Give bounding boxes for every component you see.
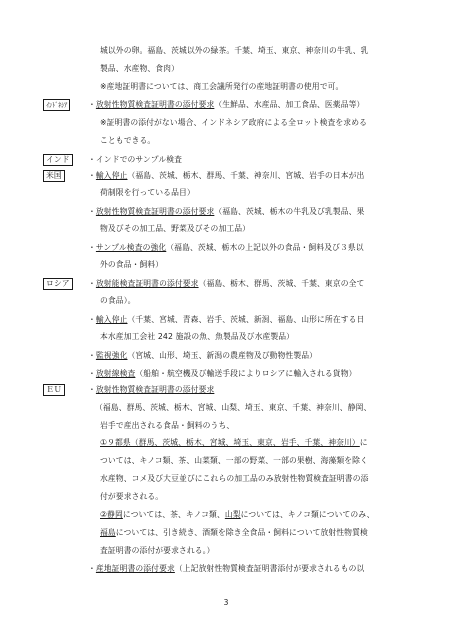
bullet-item: ・インドでのサンプル検査 [88, 155, 183, 164]
underlined-text: 監視強化 [95, 351, 128, 360]
text: （上記放射性物質検査証明書添付が要求されるもの以 [174, 564, 365, 573]
underlined-text: 放射性物質検査証明書の添付要求 [95, 100, 215, 109]
underlined-text: 輸入停止 [95, 171, 128, 180]
text-line: 岩手で産出される食品・飼料のうち、 [100, 421, 235, 430]
bullet-item [88, 242, 364, 253]
text: については、茶、キノコ類、 [122, 510, 225, 519]
text-line: 城以外の卵。福島、茨城以外の緑茶。千葉、埼玉、東京、神奈川の牛乳、乳 [100, 46, 369, 55]
text-line: ※産地証明書については、商工会議所発行の産地証明書の使用で可。 [100, 82, 344, 91]
text: については、引き続き、酒類を除き全食品・飼料について放射性物質検 [115, 528, 368, 537]
text-line: 製品、水産物、食肉） [100, 64, 179, 73]
country-label-indonesia: ｲﾝﾄﾞﾈｼｱ [43, 99, 70, 111]
text-line: の食品）。 [100, 296, 136, 305]
text-line: ついては、キノコ類、茶、山菜類、一部の野菜、一部の果樹、海藻類を除く [100, 456, 368, 465]
bullet-item [88, 350, 317, 361]
underlined-text: 放射線検査 [95, 369, 136, 378]
text-line: 付が要求される。 [100, 492, 164, 501]
underlined-text: 福島 [100, 528, 116, 537]
underlined-text: 輸入停止 [95, 315, 128, 324]
text-line [100, 509, 375, 520]
text-line: 荷制限を行っている品目） [100, 188, 195, 197]
bullet: ・ [88, 351, 96, 360]
text-line [100, 437, 368, 448]
underlined-text: 放射性物質検査証明書の添付要求 [95, 385, 215, 394]
bullet: ・ [88, 100, 96, 109]
bullet-item [88, 206, 364, 217]
text-line: 査証明書の添付が要求される。） [100, 546, 215, 555]
text: （福島、茨城、栃木の上記以外の食品・飼料及び３県以 [166, 243, 364, 252]
bullet: ・ [88, 385, 96, 394]
country-label-usa: 米国 [43, 170, 65, 182]
text-line: 物及びその加工品、野菜及びその加工品） [100, 224, 251, 233]
text-line: ※証明書の添付がない場合、インドネシア政府による全ロット検査を求める [100, 118, 367, 127]
bullet: ・ [88, 207, 96, 216]
text: （千葉、宮城、青森、岩手、茨城、新潟、福島、山形に所在する日 [127, 315, 365, 324]
bullet: ・ [88, 369, 96, 378]
text: （船舶・航空機及び輸送手段によりロシアに輸入される貨物） [135, 369, 357, 378]
underlined-text: サンプル検査の強化 [95, 243, 167, 252]
text: に [359, 438, 368, 447]
bullet: ・ [88, 279, 96, 288]
text: （宮城、山形、埼玉、新潟の農産物及び動物性製品） [127, 351, 318, 360]
country-label-eu: ＥＵ [43, 384, 65, 396]
underlined-text: 放射性物質検査証明書の添付要求 [95, 207, 215, 216]
text-line: 水産物、コメ及び大豆並びにこれらの加工品のみ放射性物質検査証明書の添 [100, 474, 369, 483]
underlined-text: ①９都県（群馬、茨城、栃木、宮城、埼玉、東京、岩手、千葉、神奈川） [100, 438, 360, 447]
page-number: 3 [223, 598, 229, 607]
bullet-item [88, 563, 364, 574]
bullet-item [88, 384, 214, 395]
text: （福島、栃木、群馬、茨城、千葉、東京の全て [198, 279, 365, 288]
bullet-item [88, 314, 364, 325]
country-label-india: インド [43, 154, 73, 166]
text: （福島、茨城、栃木、群馬、千葉、神奈川、宮城、岩手の日本が出 [127, 171, 365, 180]
bullet: ・ [88, 315, 96, 324]
text-line: 外の食品・飼料） [100, 260, 164, 269]
country-label-russia: ロシア [43, 278, 73, 290]
bullet-item [88, 278, 364, 289]
underlined-text: 山梨 [224, 510, 241, 519]
bullet-item [88, 368, 357, 379]
text: については、キノコ類についてのみ、 [240, 510, 375, 519]
bullet: ・ [88, 564, 96, 573]
text-line: 本水産加工会社 242 施設の魚、魚製品及び水産製品） [100, 332, 295, 341]
text: （福島、茨城、栃木の牛乳及び乳製品、果 [214, 207, 365, 216]
bullet-item [88, 99, 364, 110]
text-line [100, 527, 368, 538]
bullet-item [88, 170, 364, 181]
underlined-text: 産地証明書の添付要求 [95, 564, 175, 573]
underlined-text: 放射能検査証明書の添付要求 [95, 279, 199, 288]
bullet: ・ [88, 243, 96, 252]
text-line: （福島、群馬、茨城、栃木、宮城、山梨、埼玉、東京、千葉、神奈川、静岡、 [95, 403, 372, 412]
bullet: ・ [88, 171, 96, 180]
text-line: こともできる。 [100, 136, 156, 145]
underlined-text: ②静岡 [100, 510, 123, 519]
text: （生鮮品、水産品、加工食品、医薬品等） [214, 100, 365, 109]
